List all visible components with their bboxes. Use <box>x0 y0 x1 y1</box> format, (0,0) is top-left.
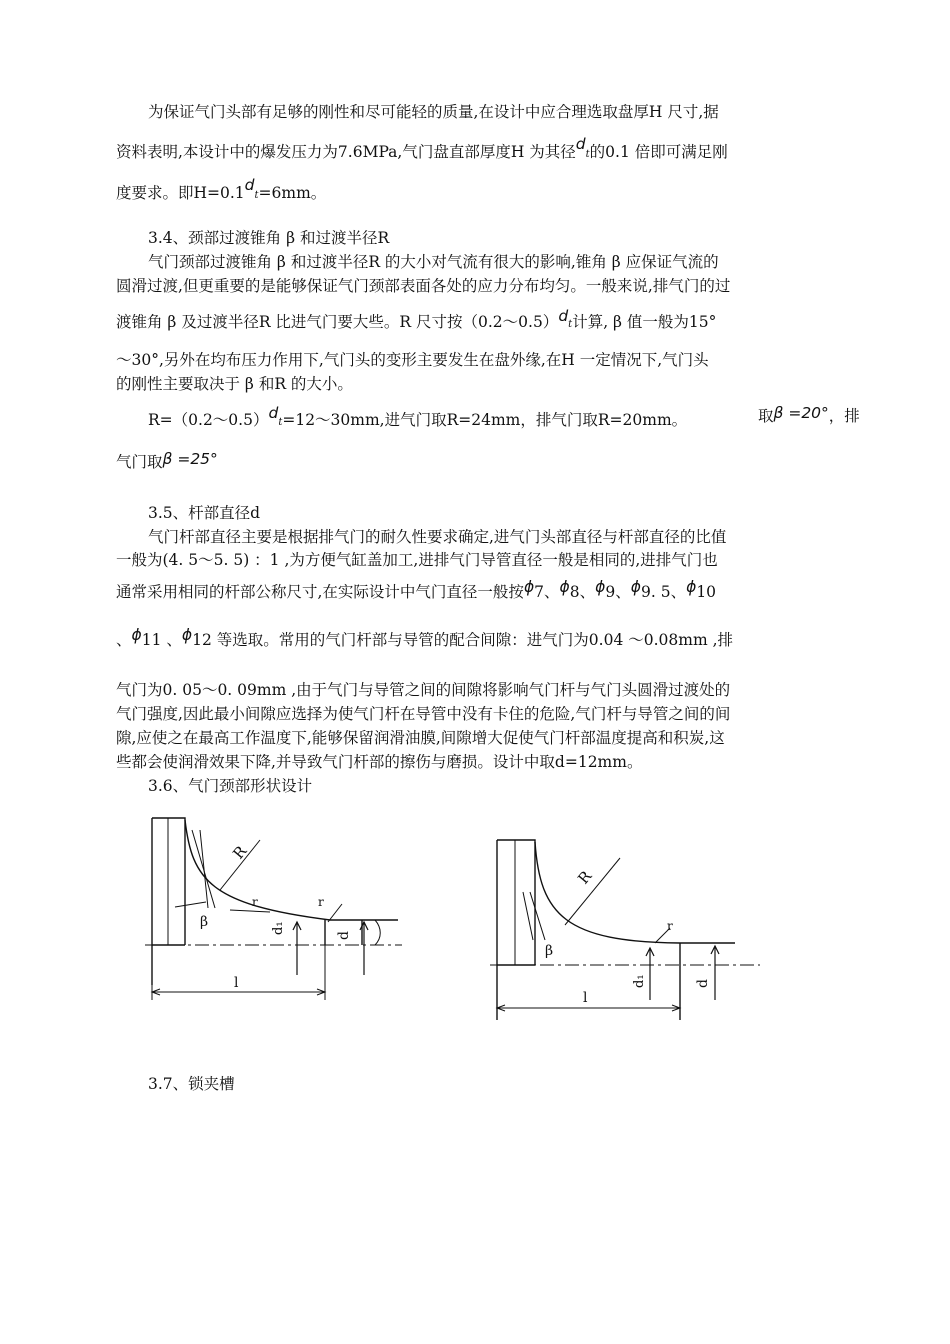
label-r2: r <box>318 895 324 909</box>
sec35-line1: 气门杆部直径主要是根据排气门的耐久性要求确定,进气门头部直径与杆部直径的比值 <box>148 528 727 546</box>
para1-line1: 为保证气门头部有足够的刚性和尽可能轻的质量,在设计中应合理选取盘厚H 尺寸,据 <box>148 103 719 121</box>
sec35-line8: 些都会使润滑效果下降,并导致气门杆部的擦伤与磨损。设计中取d=12mm。 <box>116 753 643 771</box>
label-R: R <box>229 842 251 863</box>
label-d1: d₁ <box>271 921 286 935</box>
sec34-line4: ～30°,另外在均布压力作用下,气门头的变形主要发生在盘外缘,在H 一定情况下,气门头 <box>116 351 709 369</box>
sec35-line2: 一般为(4. 5～5. 5) ：1 ,为方便气缸盖加工,进排气门导管直径一般是相同的,进排气门也 <box>116 551 718 569</box>
label-l: l <box>583 990 588 1006</box>
valve-neck-diagram-intake <box>140 810 410 1015</box>
head-top-edge <box>497 840 535 965</box>
sec37-heading: 3.7、锁夹槽 <box>148 1075 235 1093</box>
label-beta: β <box>545 943 554 959</box>
valve-neck-diagram-exhaust <box>485 830 770 1025</box>
r2-leader <box>328 904 342 922</box>
sec35-heading: 3.5、杆部直径d <box>148 504 261 522</box>
sec34-line1: 气门颈部过渡锥角 β 和过渡半径R 的大小对气流有很大的影响,锥角 β 应保证气流的 <box>148 253 719 271</box>
sec36-heading: 3.6、气门颈部形状设计 <box>148 777 313 795</box>
sec35-line6: 气门强度,因此最小间隙应选择为使气门杆在导管中没有卡住的危险,气门杆与导管之间的间 <box>116 705 731 723</box>
label-d: d <box>336 931 352 940</box>
dt-symbol: d <box>244 176 255 194</box>
label-d: d <box>695 979 711 988</box>
sec35-line4: 、ϕ11 、ϕ12 等选取。常用的气门杆部与导管的配合间隙：进气门为0.04 ～0.08mm ,排 <box>116 626 733 649</box>
sec34-line2: 圆滑过渡,但更重要的是能够保证气门颈部表面各处的应力分布均匀。一般来说,排气门的过 <box>116 277 731 295</box>
cone-line <box>530 892 545 940</box>
label-l: l <box>234 975 239 991</box>
label-beta: β <box>200 914 209 930</box>
sec34-line6: R=（0.2～0.5）dt=12～30mm,进气门取R=24mm，排气门取R=20mm。 <box>148 404 688 429</box>
para1-line2: 资料表明,本设计中的爆发压力为7.6MPa,气门盘直部厚度H 为其径dt的0.1 倍即可满足刚 <box>116 135 728 161</box>
sec35-line3: 通常采用相同的杆部公称尺寸,在实际设计中气门直径一般按ϕ7、ϕ8、ϕ9、ϕ9. 5、ϕ10 <box>116 578 717 601</box>
sec34-heading: 3.4、颈部过渡锥角 β 和过渡半径R <box>148 229 390 247</box>
label-d1: d₁ <box>632 974 647 988</box>
sec34-line6-right: 取β =20°，排 <box>758 404 860 425</box>
dt-symbol: d <box>575 135 586 153</box>
sec35-line7: 隙,应使之在最高工作温度下,能够保留润滑油膜,间隙增大促使气门杆部温度提高和积炭,这 <box>116 729 725 747</box>
cone-line-2 <box>200 830 208 908</box>
para1-line3: 度要求。即H=0.1dt=6mm。 <box>116 176 327 202</box>
sec34-line3: 渡锥角 β 及过渡半径R 比进气门要大些。R 尺寸按（0.2～0.5）dt计算, β 值一般为15° <box>116 307 717 331</box>
dt-symbol: d <box>268 404 279 422</box>
beta-dim <box>175 902 206 907</box>
r1-leader <box>230 910 270 912</box>
sec35-line5: 气门为0. 05～0. 09mm ,由于气门与导管之间的间隙将影响气门杆与气门头圆滑过渡处的 <box>116 681 731 699</box>
dt-symbol: d <box>558 307 569 325</box>
neck-fillet-R <box>535 842 680 943</box>
label-R: R <box>574 867 596 888</box>
label-r1: r <box>252 895 258 909</box>
sec34-line5: 的刚性主要取决于 β 和R 的大小。 <box>116 375 353 393</box>
cone-line-2 <box>523 892 533 940</box>
sec34-line7: 气门取β =25° <box>116 450 218 471</box>
R-leader <box>565 858 620 925</box>
label-r: r <box>667 919 673 933</box>
stem-break <box>375 920 380 945</box>
